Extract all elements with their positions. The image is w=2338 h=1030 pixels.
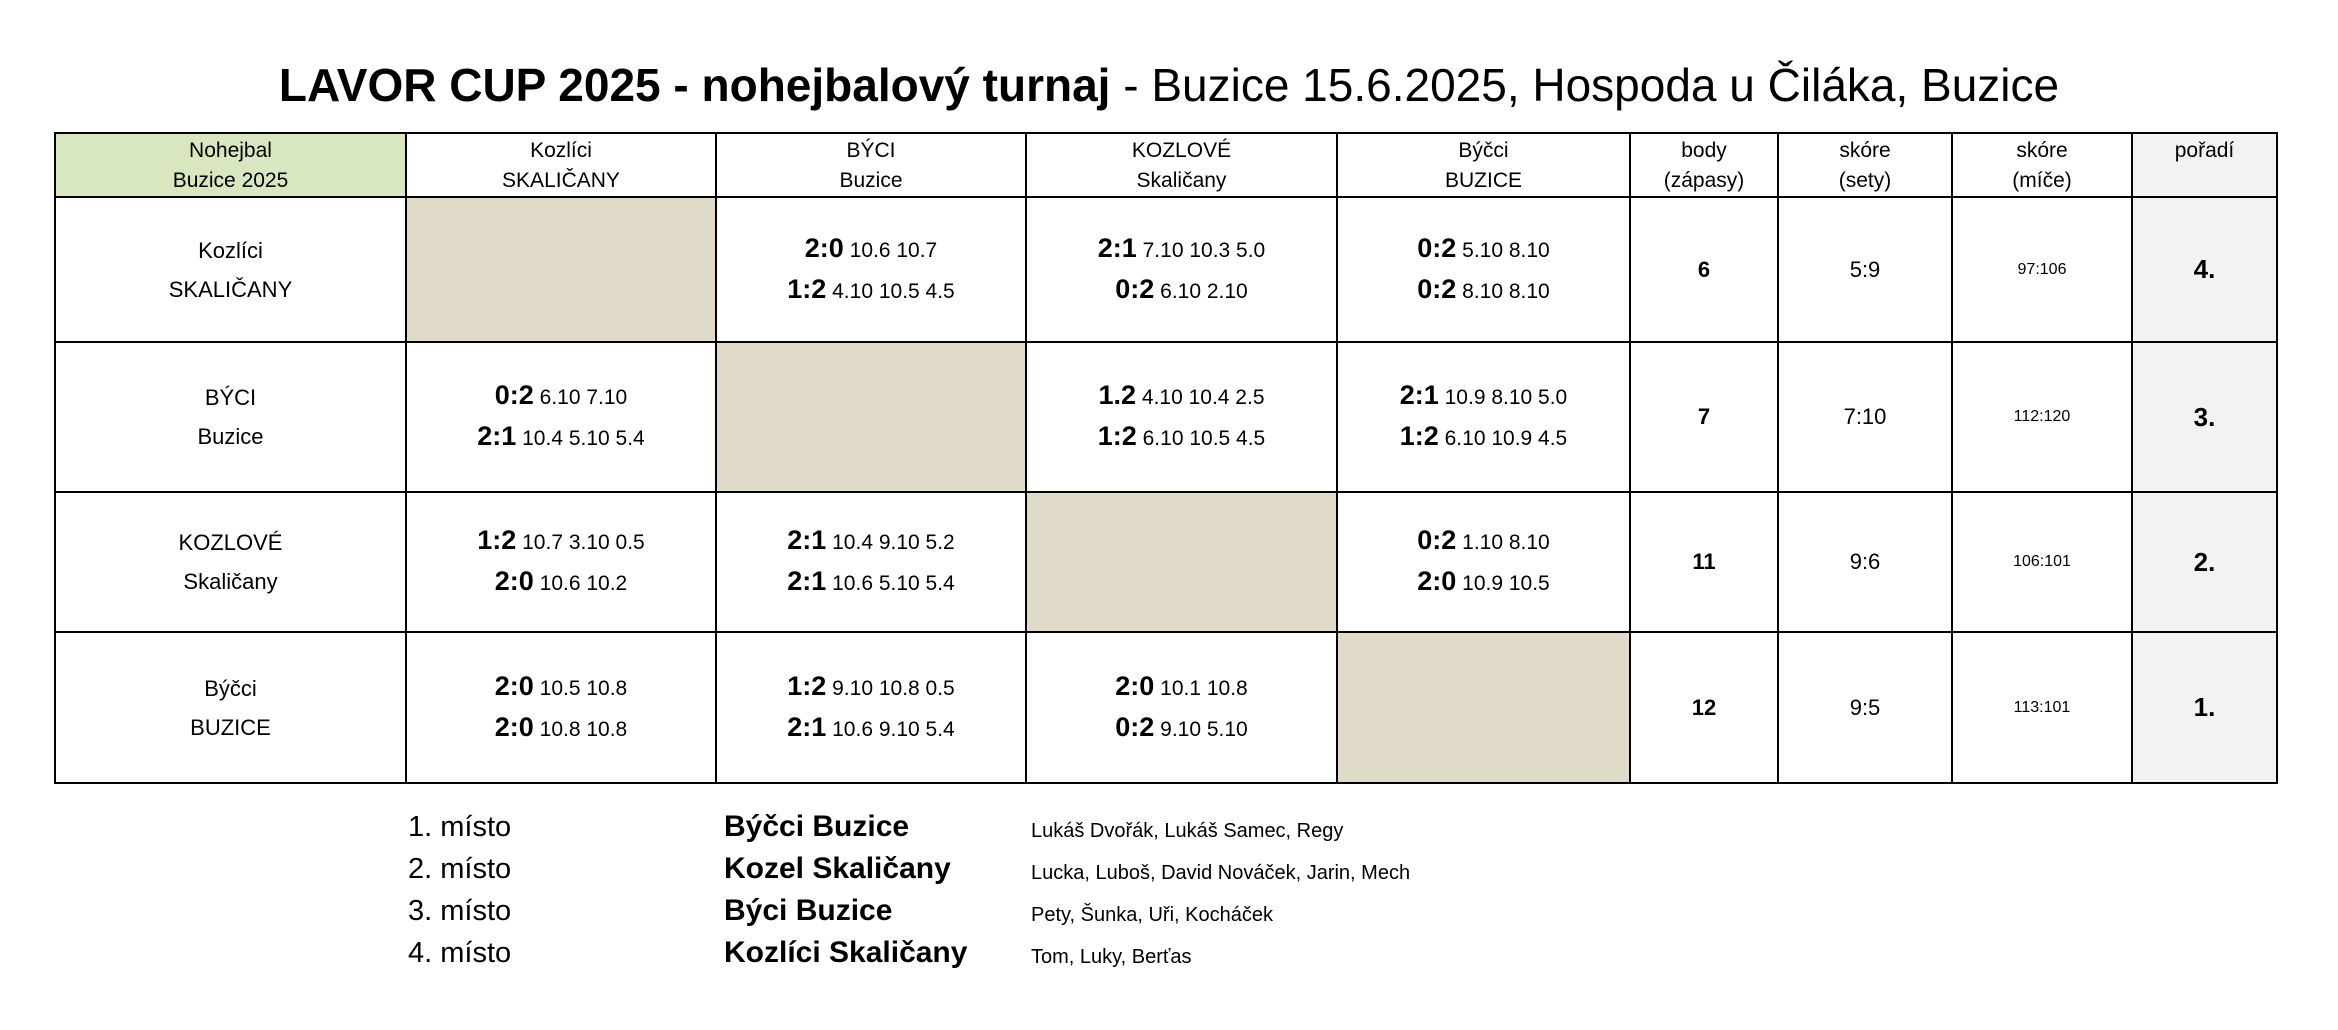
match-line	[407, 417, 715, 458]
results-table	[54, 132, 2278, 784]
match-line	[717, 708, 1025, 749]
match-result: 2:0	[494, 566, 534, 596]
match-line	[1027, 229, 1336, 270]
team-name-line: Buzice	[197, 424, 264, 449]
match-line	[1338, 376, 1629, 417]
standing-place: 1. místo	[408, 811, 512, 843]
set-scores: 6.10 7.10	[539, 386, 628, 409]
match-result: 2:0	[1115, 670, 1155, 701]
sety-line2: (sety)	[1838, 169, 1892, 192]
match-line	[717, 521, 1025, 562]
header-skore-sety	[1778, 133, 1952, 197]
match-line	[1027, 708, 1336, 749]
team-name-line: KOZLOVÉ	[178, 530, 283, 555]
standing-players: Lucka, Luboš, David Nováček, Jarin, Mech	[1031, 862, 1411, 884]
header-skore-mice	[1952, 133, 2132, 197]
set-scores: 10.6 10.7	[849, 238, 938, 262]
header-team-1	[406, 133, 716, 197]
row-team-name	[55, 197, 406, 342]
match-line	[1338, 417, 1629, 458]
match-cell	[406, 342, 716, 492]
match-result: 0:2	[1115, 711, 1155, 742]
set-scores: 7.10 10.3 5.0	[1142, 238, 1266, 262]
match-line	[1027, 270, 1336, 311]
page-title	[0, 58, 2338, 112]
sets-score-cell: 5:9	[1778, 197, 1952, 342]
set-scores: 5.10 8.10	[1462, 238, 1550, 262]
match-line	[407, 708, 715, 749]
points-cell: 12	[1630, 632, 1778, 783]
match-line	[407, 376, 715, 417]
match-cell	[1337, 342, 1630, 492]
match-cell	[716, 632, 1026, 783]
sets-score-cell: 9:5	[1778, 632, 1952, 783]
title-rest: - Buzice 15.6.2025, Hospoda u Čiláka, Buzice	[1110, 59, 2060, 111]
table-row	[55, 197, 2277, 342]
set-scores: 10.6 5.10 5.4	[832, 572, 955, 595]
header-body	[1630, 133, 1778, 197]
match-result: 0:2	[1417, 232, 1457, 263]
match-cell	[1026, 197, 1337, 342]
match-cell	[1026, 632, 1337, 783]
rank-cell: 4.	[2132, 197, 2277, 342]
match-line	[717, 562, 1025, 603]
corner-line2: Buzice 2025	[172, 169, 289, 192]
team-line1: BÝCI	[846, 139, 896, 162]
header-corner	[55, 133, 406, 197]
set-scores: 10.4 9.10 5.2	[832, 531, 955, 554]
set-scores: 8.10 8.10	[1462, 279, 1550, 303]
sety-line1: skóre	[1839, 139, 1891, 162]
mice-line2: (míče)	[2012, 169, 2072, 192]
match-result: 1:2	[477, 525, 517, 555]
balls-score-cell: 113:101	[1952, 632, 2132, 783]
match-result: 2:1	[477, 421, 517, 451]
standing-players: Pety, Šunka, Uři, Kocháček	[1031, 904, 1273, 926]
self-match-cell	[1026, 492, 1337, 632]
match-line	[1027, 417, 1336, 458]
body-line2: (zápasy)	[1663, 169, 1745, 192]
points-cell: 6	[1630, 197, 1778, 342]
match-result: 2:0	[1417, 566, 1457, 596]
match-line	[717, 270, 1025, 311]
set-scores: 10.4 5.10 5.4	[522, 427, 645, 450]
poradi-label: pořadí	[2174, 139, 2235, 162]
team-name-line: Kozlíci	[198, 237, 263, 263]
set-scores: 10.5 10.8	[539, 676, 628, 700]
standing-team: Býci Buzice	[724, 894, 893, 927]
set-scores: 1.10 8.10	[1462, 531, 1550, 554]
sets-score-cell: 7:10	[1778, 342, 1952, 492]
points-cell: 7	[1630, 342, 1778, 492]
match-result: 1:2	[1097, 421, 1137, 451]
team-name-line: Býčci	[204, 675, 257, 701]
team-line1: Býčci	[1458, 139, 1509, 162]
match-result: 1.2	[1098, 380, 1137, 410]
match-result: 2:0	[494, 670, 534, 701]
set-scores: 4.10 10.5 4.5	[832, 279, 955, 303]
balls-score-cell: 112:120	[1952, 342, 2132, 492]
team-name-line: BÝCI	[204, 385, 257, 410]
match-line	[1338, 229, 1629, 270]
match-line	[407, 562, 715, 603]
row-team-name	[55, 632, 406, 783]
team-name-line: Skaličany	[183, 569, 278, 594]
rank-cell: 3.	[2132, 342, 2277, 492]
set-scores: 10.9 10.5	[1462, 572, 1550, 595]
standing-players: Lukáš Dvořák, Lukáš Samec, Regy	[1031, 820, 1344, 842]
match-line	[1338, 270, 1629, 311]
header-team-3	[1026, 133, 1337, 197]
match-cell	[716, 492, 1026, 632]
set-scores: 10.9 8.10 5.0	[1444, 386, 1568, 409]
match-line	[1338, 562, 1629, 603]
match-result: 2:0	[494, 711, 534, 742]
set-scores: 10.6 9.10 5.4	[832, 717, 955, 741]
rank-cell: 1.	[2132, 632, 2277, 783]
match-line	[1338, 521, 1629, 562]
match-line	[1027, 667, 1336, 708]
points-cell: 11	[1630, 492, 1778, 632]
team-line1: KOZLOVÉ	[1131, 139, 1232, 162]
match-result: 2:1	[787, 525, 827, 555]
set-scores: 10.8 10.8	[539, 717, 628, 741]
mice-line1: skóre	[2016, 139, 2068, 162]
match-line	[717, 667, 1025, 708]
match-cell	[1026, 342, 1337, 492]
team-name-line: BUZICE	[190, 714, 271, 740]
match-cell	[1337, 197, 1630, 342]
table-row	[55, 492, 2277, 632]
standing-place: 3. místo	[408, 895, 512, 927]
set-scores: 9.10 10.8 0.5	[832, 676, 955, 700]
self-match-cell	[716, 342, 1026, 492]
match-cell	[406, 632, 716, 783]
team-line2: BUZICE	[1444, 169, 1522, 192]
header-team-4	[1337, 133, 1630, 197]
standing-place: 4. místo	[408, 937, 512, 969]
team-line2: Buzice	[839, 169, 903, 192]
standing-team: Kozlíci Skaličany	[724, 936, 968, 969]
match-result: 1:2	[787, 273, 827, 304]
row-team-name	[55, 492, 406, 632]
match-result: 1:2	[787, 670, 827, 701]
balls-score-cell: 106:101	[1952, 492, 2132, 632]
title-bold: LAVOR CUP 2025 - nohejbalový turnaj	[278, 59, 1111, 111]
self-match-cell	[1337, 632, 1630, 783]
match-cell	[1337, 492, 1630, 632]
team-name-line: SKALIČANY	[168, 276, 293, 302]
sets-score-cell: 9:6	[1778, 492, 1952, 632]
standing-team: Kozel Skaličany	[724, 852, 951, 885]
standing-place: 2. místo	[408, 853, 512, 885]
standing-team: Býčci Buzice	[724, 810, 910, 843]
match-result: 2:1	[1399, 380, 1439, 410]
set-scores: 9.10 5.10	[1160, 717, 1248, 741]
set-scores: 4.10 10.4 2.5	[1141, 386, 1265, 409]
match-result: 2:1	[787, 711, 827, 742]
row-team-name	[55, 342, 406, 492]
team-line1: Kozlíci	[530, 139, 592, 162]
team-line2: Skaličany	[1136, 169, 1227, 192]
corner-line1: Nohejbal	[189, 139, 272, 162]
match-result: 1:2	[1399, 421, 1439, 451]
table-row	[55, 342, 2277, 492]
match-cell	[406, 492, 716, 632]
match-line	[1027, 376, 1336, 417]
set-scores: 10.1 10.8	[1160, 676, 1248, 700]
team-line2: SKALIČANY	[502, 169, 620, 192]
self-match-cell	[406, 197, 716, 342]
header-team-2	[716, 133, 1026, 197]
match-line	[407, 521, 715, 562]
match-result: 0:2	[494, 380, 534, 410]
match-result: 2:0	[804, 232, 844, 263]
balls-score-cell: 97:106	[1952, 197, 2132, 342]
match-result: 0:2	[1417, 273, 1457, 304]
standing-players: Tom, Luky, Berťas	[1031, 946, 1192, 968]
match-result: 2:1	[1097, 232, 1137, 263]
body-line1: body	[1681, 139, 1727, 162]
match-result: 0:2	[1115, 273, 1155, 304]
match-cell	[716, 197, 1026, 342]
header-poradi	[2132, 133, 2277, 197]
header-row	[55, 133, 2277, 197]
set-scores: 6.10 10.9 4.5	[1444, 427, 1568, 450]
set-scores: 6.10 10.5 4.5	[1142, 427, 1266, 450]
match-line	[717, 229, 1025, 270]
match-result: 2:1	[787, 566, 827, 596]
set-scores: 10.6 10.2	[539, 572, 628, 595]
table-row	[55, 632, 2277, 783]
match-line	[407, 667, 715, 708]
match-result: 0:2	[1417, 525, 1457, 555]
set-scores: 10.7 3.10 0.5	[522, 531, 645, 554]
set-scores: 6.10 2.10	[1160, 279, 1248, 303]
rank-cell: 2.	[2132, 492, 2277, 632]
